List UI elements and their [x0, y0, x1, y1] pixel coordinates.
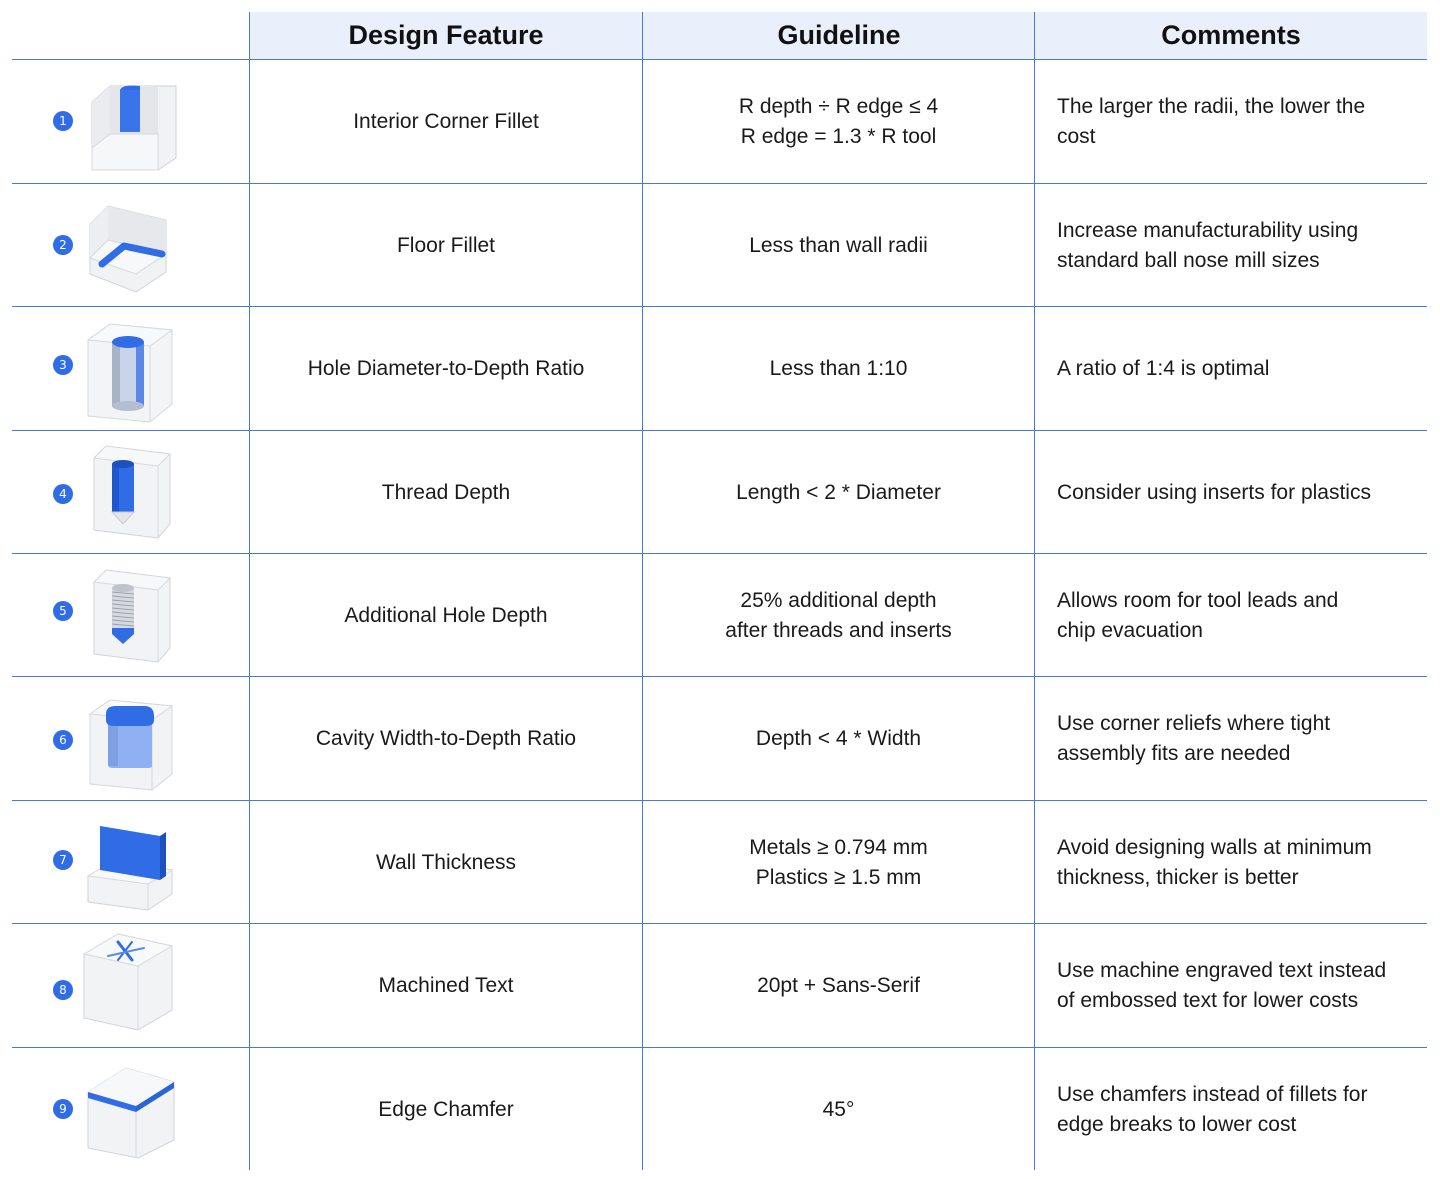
guideline-cell: Metals ≥ 0.794 mm Plastics ≥ 1.5 mm: [749, 835, 928, 889]
interior-corner-fillet-icon: [88, 72, 180, 172]
guideline-cell: 45°: [822, 1097, 855, 1121]
guideline-cell: Less than 1:10: [769, 356, 908, 380]
wall-thickness-icon: [84, 822, 176, 914]
feature-cell: Floor Fillet: [396, 233, 496, 257]
thread-depth-icon: [90, 444, 174, 540]
feature-cell: Hole Diameter-to-Depth Ratio: [307, 356, 585, 380]
column-header-comments: Comments: [1161, 20, 1301, 50]
row-number-badge: 8: [53, 980, 73, 1000]
row-number-badge: 2: [53, 235, 73, 255]
comment-cell: Avoid designing walls at minimum thickness, thicker is better: [1057, 835, 1372, 889]
hole-diameter-depth-icon: [84, 320, 176, 426]
guideline-cell: 25% additional depth after threads and inserts: [725, 588, 952, 642]
feature-cell: Interior Corner Fillet: [353, 109, 539, 133]
additional-hole-depth-icon: [90, 568, 174, 664]
comment-cell: Use chamfers instead of fillets for edge breaks to lower cost: [1057, 1082, 1368, 1136]
row-number-badge: 7: [53, 850, 73, 870]
comment-cell: The larger the radii, the lower the cost: [1057, 94, 1366, 148]
guideline-cell: Depth < 4 * Width: [755, 726, 922, 750]
feature-cell: Wall Thickness: [375, 850, 517, 874]
row-number-badge: 6: [53, 730, 73, 750]
guideline-cell: 20pt + Sans-Serif: [757, 973, 920, 997]
feature-cell: Additional Hole Depth: [344, 603, 548, 627]
row-number-badge: 4: [53, 484, 73, 504]
guideline-cell: Length < 2 * Diameter: [736, 480, 941, 504]
row-number-badge: 1: [53, 111, 73, 131]
feature-cell: Thread Depth: [381, 480, 511, 504]
row-number-badge: 3: [53, 355, 73, 375]
cavity-width-depth-icon: [86, 696, 176, 794]
floor-fillet-icon: [84, 198, 176, 294]
comment-cell: Consider using inserts for plastics: [1057, 480, 1371, 504]
guideline-cell: R depth ÷ R edge ≤ 4 R edge = 1.3 * R tool: [738, 94, 939, 148]
feature-cell: Machined Text: [378, 973, 514, 997]
edge-chamfer-icon: [84, 1062, 178, 1160]
column-header-guideline: Guideline: [777, 20, 901, 50]
machined-text-icon: [82, 930, 176, 1034]
comment-cell: Increase manufacturability using standard ball nose mill sizes: [1057, 218, 1359, 272]
row-number-badge: 5: [53, 601, 73, 621]
feature-cell: Cavity Width-to-Depth Ratio: [315, 726, 577, 750]
comment-cell: Allows room for tool leads and chip evacuation: [1057, 588, 1339, 642]
feature-cell: Edge Chamfer: [378, 1097, 514, 1121]
column-header-design-feature: Design Feature: [348, 20, 544, 50]
comment-cell: Use corner reliefs where tight assembly fits are needed: [1057, 711, 1331, 765]
column-divider: [1034, 12, 1035, 1170]
comment-cell: Use machine engraved text instead of embossed text for lower costs: [1057, 958, 1387, 1012]
comment-cell: A ratio of 1:4 is optimal: [1057, 356, 1270, 380]
row-number-badge: 9: [53, 1099, 73, 1119]
guideline-cell: Less than wall radii: [749, 233, 928, 257]
